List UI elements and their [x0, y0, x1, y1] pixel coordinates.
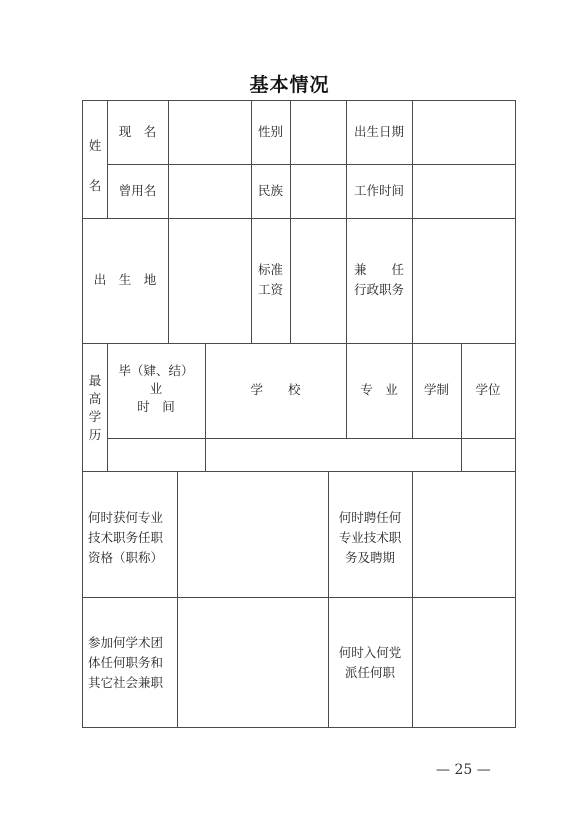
label-current-name: 现 名 — [118, 124, 157, 139]
label-professional-appointment: 何时聘任何 专业技术职 务及聘期 — [338, 510, 402, 565]
label-concurrent-post: 兼 任 行政职务 — [353, 262, 404, 297]
row-divider — [107, 438, 516, 439]
label-standard-salary: 标准 工资 — [257, 262, 283, 297]
label-duration: 学制 — [423, 382, 449, 397]
col-divider — [205, 343, 206, 471]
row-divider — [82, 343, 516, 344]
label-gender: 性别 — [257, 124, 283, 139]
label-major: 专 业 — [360, 382, 398, 397]
col-divider — [412, 100, 413, 343]
label-name: 姓名 — [88, 138, 102, 193]
col-divider — [168, 100, 169, 343]
row-divider — [82, 597, 516, 598]
row-divider — [82, 218, 516, 219]
table-border-left — [82, 100, 83, 727]
label-work-start: 工作时间 — [353, 183, 404, 198]
page-title: 基本情况 — [249, 74, 330, 96]
row-divider — [82, 471, 516, 472]
table-border-bottom — [82, 727, 516, 728]
label-ethnicity: 民族 — [257, 183, 283, 198]
label-academic-groups: 参加何学术团 体任何职务和 其它社会兼职 — [88, 635, 164, 690]
label-graduation-time: 毕（肄、结） 业 时 间 — [118, 363, 194, 414]
col-divider — [412, 471, 413, 727]
page-number: — 25 — — [436, 762, 491, 778]
label-birthplace: 出 生 地 — [93, 272, 157, 287]
col-divider — [290, 100, 291, 343]
label-birth-date: 出生日期 — [353, 124, 404, 139]
label-former-name: 曾用名 — [118, 183, 157, 198]
label-party-membership: 何时入何党 派任何职 — [338, 645, 402, 680]
label-school: 学 校 — [250, 382, 301, 397]
label-professional-qualification: 何时获何专业 技术职务任职 资格（职称） — [88, 510, 164, 565]
table-border-right — [515, 100, 516, 727]
col-divider — [461, 343, 462, 471]
label-highest-education: 最高学历 — [88, 373, 102, 442]
table-border-top — [82, 100, 516, 101]
label-degree: 学位 — [475, 382, 501, 397]
